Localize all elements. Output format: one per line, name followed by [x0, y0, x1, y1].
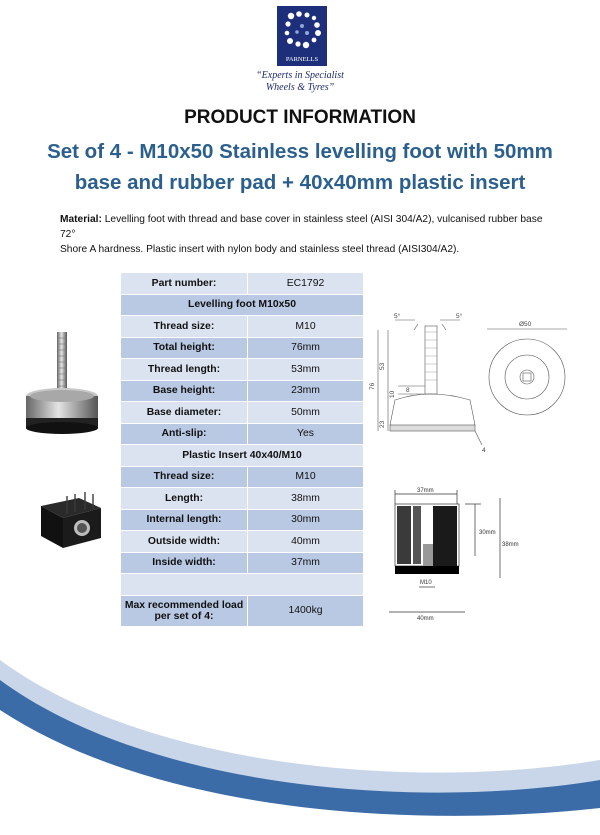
spec-value: 37mm	[248, 552, 364, 574]
table-row	[121, 445, 364, 467]
spec-value: 50mm	[248, 402, 364, 424]
table-row	[121, 337, 364, 359]
dim-m10: M10	[420, 580, 432, 586]
spec-label: Base diameter:	[121, 402, 248, 424]
foot-side-drawing	[370, 310, 500, 460]
table-row	[121, 574, 364, 596]
dim-8: 8	[406, 387, 410, 394]
brand-name: PARNELLS	[285, 56, 319, 63]
dim-37mm: 37mm	[417, 488, 434, 494]
table-row	[121, 509, 364, 531]
dim-23: 23	[379, 420, 386, 428]
dim-30mm: 30mm	[479, 530, 496, 536]
spec-label: Anti-slip:	[121, 423, 248, 445]
material-line1: Levelling foot with thread and base cover in stainless steel (AISI 304/A2), vulcanised rubber base 72°	[60, 214, 543, 240]
angle-left-label: 5°	[394, 313, 401, 320]
spec-value: M10	[248, 466, 364, 488]
table-row	[121, 488, 364, 510]
plastic-insert-image	[35, 490, 105, 550]
table-row	[121, 359, 364, 381]
table-row	[121, 273, 364, 295]
table-row	[121, 466, 364, 488]
product-title-line1: Set of 4 - M10x50 Stainless levelling foot with 50mm	[47, 140, 553, 163]
part-number-label: Part number:	[121, 273, 248, 295]
table-row	[121, 595, 364, 626]
foot-section-header: Levelling foot M10x50	[121, 294, 364, 316]
spec-value: 23mm	[248, 380, 364, 402]
table-row	[121, 423, 364, 445]
levelling-foot-image	[22, 330, 102, 442]
part-number-value: EC1792	[248, 273, 364, 295]
material-description	[60, 212, 560, 257]
spec-label: Inside width:	[121, 552, 248, 574]
page-title: PRODUCT INFORMATION	[184, 107, 416, 128]
spec-label: Length:	[121, 488, 248, 510]
spec-label: Thread length:	[121, 359, 248, 381]
product-title-line2: base and rubber pad + 40x40mm plastic insert	[74, 171, 526, 194]
dim-38mm: 38mm	[502, 542, 519, 548]
spec-label: Base height:	[121, 380, 248, 402]
tagline-line1: “Experts in Specialist	[256, 70, 344, 81]
table-row	[121, 380, 364, 402]
table-row	[121, 294, 364, 316]
spec-value: 76mm	[248, 337, 364, 359]
decorative-wave	[0, 640, 600, 835]
material-label: Material:	[60, 214, 102, 225]
spec-value: 53mm	[248, 359, 364, 381]
spec-label: Outside width:	[121, 531, 248, 553]
spec-label: Internal length:	[121, 509, 248, 531]
spec-value: 40mm	[248, 531, 364, 553]
diameter-label: Ø50	[519, 321, 532, 328]
max-load-label	[121, 595, 248, 626]
table-row	[121, 316, 364, 338]
max-load-label-line1: Max recommended load	[124, 599, 244, 611]
insert-section-header: Plastic Insert 40x40/M10	[121, 445, 364, 467]
tagline-line2: Wheels & Tyres”	[265, 82, 335, 93]
dim-40mm: 40mm	[417, 616, 434, 622]
dim-53: 53	[379, 362, 386, 370]
max-load-value: 1400kg	[248, 595, 364, 626]
spec-value: 38mm	[248, 488, 364, 510]
dim-10: 10	[389, 390, 396, 398]
material-line2: Shore A hardness. Plastic insert with nylon body and stainless steel thread (AISI304/A2).	[60, 244, 460, 255]
spec-value: M10	[248, 316, 364, 338]
spacer-row	[121, 574, 364, 596]
spec-value: 30mm	[248, 509, 364, 531]
spec-value: Yes	[248, 423, 364, 445]
spec-label: Total height:	[121, 337, 248, 359]
foot-top-drawing	[485, 315, 570, 420]
dim-4: 4	[482, 447, 486, 454]
table-row	[121, 552, 364, 574]
spec-label: Thread size:	[121, 316, 248, 338]
table-row	[121, 531, 364, 553]
insert-drawing	[385, 482, 530, 627]
table-row	[121, 402, 364, 424]
max-load-label-line2: per set of 4:	[154, 610, 214, 622]
dim-76: 76	[369, 382, 376, 390]
angle-right-label: 5°	[456, 313, 463, 320]
spec-label: Thread size:	[121, 466, 248, 488]
parnells-logo	[277, 6, 327, 66]
spec-table	[120, 272, 364, 627]
